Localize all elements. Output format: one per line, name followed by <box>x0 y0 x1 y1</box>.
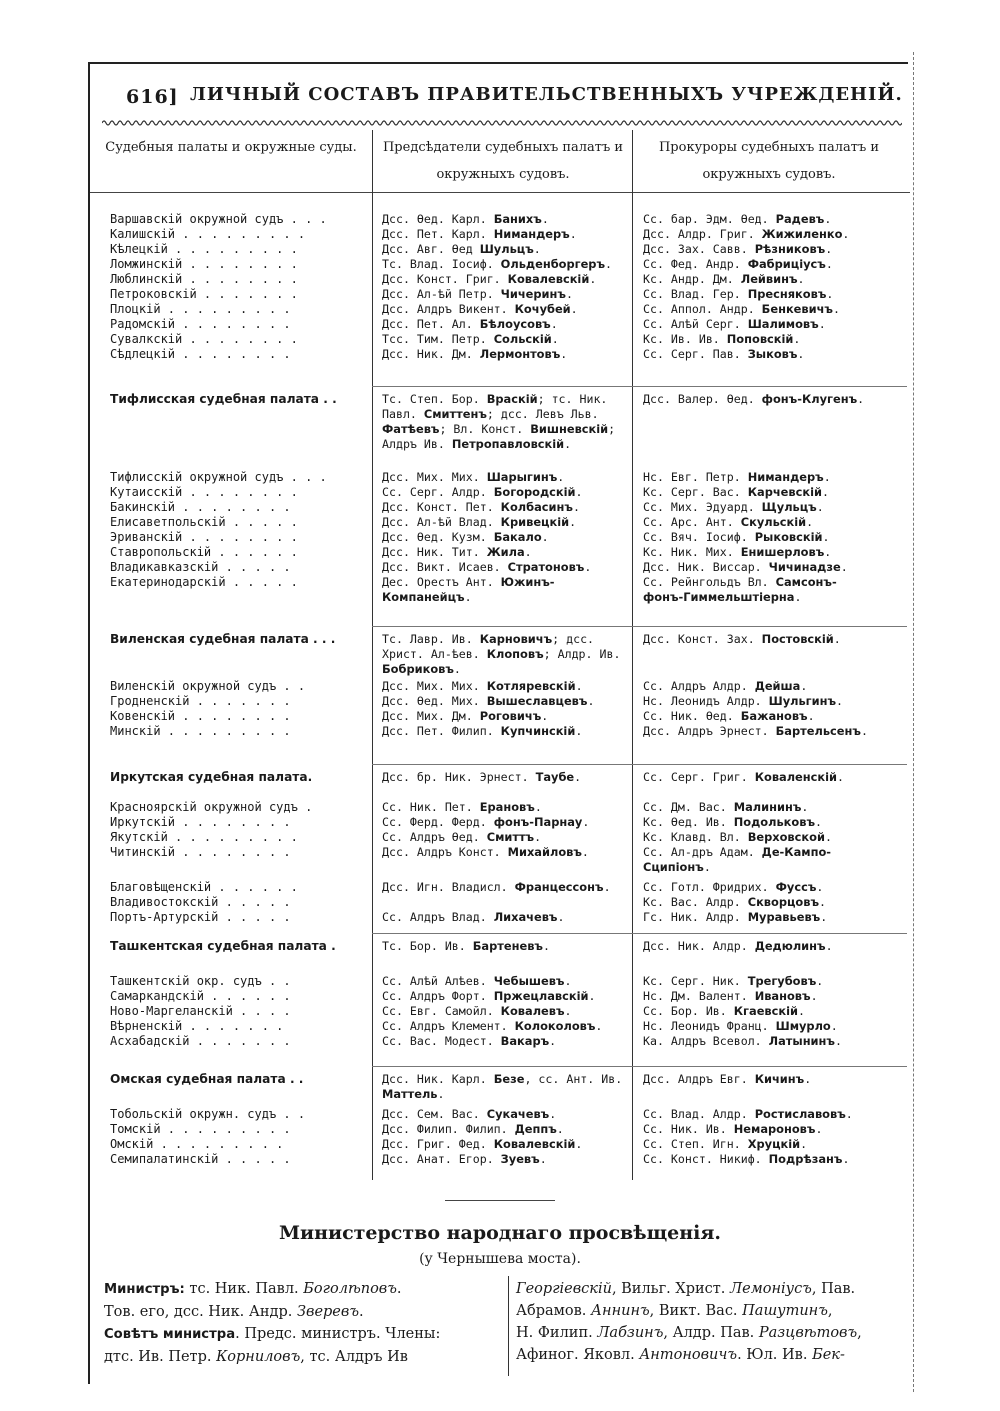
prosecutor-entry: Сс. Аппол. Андр. Бенкевичъ. <box>643 302 840 316</box>
president-entry: Дсс. Ѳед. Кузм. Бакало. <box>382 530 549 544</box>
prosecutor-entry: Сс. Рейнгольдъ Вл. Самсонъ-фонъ-Гиммельштіерна. <box>643 575 837 604</box>
court-name: Гродненскій . . . . . . . <box>110 694 291 708</box>
ministry-line: Совѣтъ министра. Предс. министръ. Члены: <box>104 1326 441 1342</box>
court-name: Сувалкскій . . . . . . . . <box>110 332 298 346</box>
prosecutor-entry: Сс. Серг. Григ. Коваленскій. <box>643 770 845 784</box>
prosecutor-entry: Сс. Бор. Ив. Кгаевскій. <box>643 1004 805 1018</box>
prosecutor-entry: Сс. Вяч. Іосиф. Рыковскій. <box>643 530 830 544</box>
court-name: Эриванскій . . . . . . . . <box>110 530 298 544</box>
court-name: Ново-Маргеланскій . . . . <box>110 1004 291 1018</box>
president-entry: Тс. Степ. Бор. Враскій; тс. Ник. Павл. Смиттенъ; дсс. Левъ Льв. Фатѣевъ; Вл. Конст. Вишневскій; Алдръ Ив. Петропавловскій. <box>382 392 616 451</box>
prosecutor-entry: Кс. Ив. Ив. Поповскій. <box>643 332 801 346</box>
president-entry: Сс. Алдръ Влад. Лихачевъ. <box>382 910 565 924</box>
court-name: Сѣдлецкій . . . . . . . . <box>110 347 291 361</box>
prosecutor-entry: Нс. Леонидъ Франц. Шмурло. <box>643 1019 838 1033</box>
court-name: Ставропольскій . . . . . . <box>110 545 298 559</box>
president-entry: Дсс. Ал-ѣй Петр. Чичеринъ. <box>382 287 573 301</box>
president-entry: Дсс. Ник. Тит. Жила. <box>382 545 532 559</box>
president-entry: Сс. Серг. Алдр. Богородскій. <box>382 485 583 499</box>
president-entry: Дсс. Пет. Филип. Купчинскій. <box>382 724 583 738</box>
court-name: Плоцкій . . . . . . . . . <box>110 302 291 316</box>
president-entry: Тсс. Тим. Петр. Сольскій. <box>382 332 559 346</box>
court-name: Ломжинскій . . . . . . . . <box>110 257 298 271</box>
section-rule <box>372 933 907 934</box>
prosecutor-entry: Кс. Андр. Дм. Лейвинъ. <box>643 272 805 286</box>
court-name: Портъ-Артурскій . . . . . <box>110 910 291 924</box>
president-entry: Дсс. Ник. Дм. Лермонтовъ. <box>382 347 568 361</box>
prosecutor-entry: Сс. Арс. Ант. Скульскій. <box>643 515 814 529</box>
president-entry: Дсс. Алдръ Викент. Кочубей. <box>382 302 578 316</box>
column-divider <box>632 130 633 1180</box>
section-rule <box>372 626 907 627</box>
court-name: Вѣрненскій . . . . . . . <box>110 1019 284 1033</box>
president-entry: Сс. Алѣй Алѣев. Чебышевъ. <box>382 974 572 988</box>
president-entry: Дсс. Ѳед. Карл. Банихъ. <box>382 212 549 226</box>
section-rule <box>372 764 907 765</box>
prosecutor-entry: Сс. Конст. Никиф. Подрѣзанъ. <box>643 1152 850 1166</box>
prosecutor-entry: Дсс. Алдр. Григ. Жижиленко. <box>643 227 850 241</box>
prosecutor-entry: Дсс. Алдръ Эрнест. Бартельсенъ. <box>643 724 868 738</box>
court-name: Елисаветпольскій . . . . . <box>110 515 298 529</box>
prosecutor-entry: Дсс. Ник. Алдр. Дедюлинъ. <box>643 939 833 953</box>
president-entry: Дсс. Ѳед. Мих. Вышеславцевъ. <box>382 694 595 708</box>
president-entry: Дес. Орестъ Ант. Южинъ-Компанейцъ. <box>382 575 555 604</box>
prosecutor-entry: Сс. Серг. Пав. Зыковъ. <box>643 347 805 361</box>
column-divider <box>372 130 373 1180</box>
court-name: Тифлисскій окружной судъ . . . <box>110 470 327 484</box>
court-name: Варшавскій окружной судъ . . . <box>110 212 327 226</box>
ministry-line: Министръ: тс. Ник. Павл. Боголѣповъ. <box>104 1281 402 1297</box>
ministry-left-column <box>104 1278 440 1368</box>
president-entry: Сс. Алдръ Ѳед. Смиттъ. <box>382 830 542 844</box>
prosecutor-entry: Ка. Алдръ Всевол. Латынинъ. <box>643 1034 842 1048</box>
court-name: Якутскій . . . . . . . . . <box>110 830 298 844</box>
president-entry: Дсс. Пет. Ал. Бѣлоусовъ. <box>382 317 558 331</box>
president-entry: Дсс. Филип. Филип. Деппъ. <box>382 1122 564 1136</box>
prosecutor-entry: Дсс. Алдръ Евг. Кичинъ. <box>643 1072 812 1086</box>
court-name: Кѣлецкій . . . . . . . . . <box>110 242 298 256</box>
prosecutor-entry: Сс. Алѣй Серг. Шалимовъ. <box>643 317 826 331</box>
prosecutor-entry: Кс. Клавд. Вл. Верховской. <box>643 830 832 844</box>
court-name: Кутаисскій . . . . . . . . <box>110 485 298 499</box>
prosecutor-entry: Сс. бар. Эдм. Ѳед. Радевъ. <box>643 212 832 226</box>
prosecutor-entry: Сс. Влад. Гер. Пресняковъ. <box>643 287 834 301</box>
column-header-prosecutors: Прокуроры судебныхъ палатъ и окружныхъ судовъ. <box>658 140 880 182</box>
court-name: Тобольскій окружн. судъ . . <box>110 1107 306 1121</box>
president-entry: Сс. Алдръ Клемент. Колоколовъ. <box>382 1019 603 1033</box>
page-number: 616] <box>126 86 179 108</box>
column-header-presidents: Предсѣдатели судебныхъ палатъ и окружныхъ судовъ. <box>382 140 624 182</box>
president-entry: Тс. Влад. Іосиф. Ольденборгеръ. <box>382 257 613 271</box>
prosecutor-entry: Кс. Ѳед. Ив. Подольковъ. <box>643 815 822 829</box>
ministry-line: Н. Филип. Лабзинъ, Алдр. Пав. Разцвѣтовъ, <box>516 1325 862 1341</box>
prosecutor-entry: Сс. Готл. Фридрих. Фуссъ. <box>643 880 824 894</box>
ministry-line: Абрамов. Аннинъ, Викт. Вас. Пашутинъ, <box>516 1303 833 1319</box>
prosecutor-entry: Сс. Степ. Игн. Хруцкій. <box>643 1137 808 1151</box>
president-entry: Сс. Ферд. Ферд. фонъ-Парнау. <box>382 815 590 829</box>
prosecutor-entry: Сс. Ник. Ив. Немароновъ. <box>643 1122 823 1136</box>
president-entry: Дсс. Мих. Мих. Котляревскій. <box>382 679 583 693</box>
court-name: Омскій . . . . . . . . . <box>110 1137 284 1151</box>
court-name: Самаркандскій . . . . . . <box>110 989 291 1003</box>
prosecutor-entry: Кс. Серг. Ник. Трегубовъ. <box>643 974 824 988</box>
prosecutor-entry: Нс. Дм. Валент. Ивановъ. <box>643 989 818 1003</box>
court-name: Радомскій . . . . . . . . <box>110 317 291 331</box>
ministry-address: (у Чернышева моста). <box>419 1251 581 1267</box>
page <box>88 62 908 1384</box>
president-entry: Дсс. бр. Ник. Эрнест. Таубе. <box>382 770 582 784</box>
prosecutor-entry: Дсс. Зах. Савв. Рѣзниковъ. <box>643 242 833 256</box>
wavy-rule <box>102 118 902 128</box>
court-name: Семипалатинскій . . . . . <box>110 1152 291 1166</box>
ministry-line: Тов. его, дсс. Ник. Андр. Зверевъ. <box>104 1304 364 1320</box>
prosecutor-entry: Кс. Вас. Алдр. Скворцовъ. <box>643 895 827 909</box>
column-divider <box>508 1276 509 1376</box>
court-name: Ковенскій . . . . . . . . <box>110 709 291 723</box>
prosecutor-entry: Сс. Алдръ Алдр. Дейша. <box>643 679 808 693</box>
president-entry: Дсс. Григ. Фед. Ковалевскій. <box>382 1137 583 1151</box>
chamber-name: Омская судебная палата . . <box>110 1072 304 1086</box>
ministry-line: Афиног. Яковл. Антоновичъ. Юл. Ив. Бек- <box>516 1347 845 1363</box>
chamber-name: Тифлисская судебная палата . . <box>110 392 337 406</box>
president-entry: Дсс. Ал-ѣй Влад. Кривецкій. <box>382 515 577 529</box>
court-name: Петроковскій . . . . . . . <box>110 287 298 301</box>
ministry-right-column <box>516 1278 862 1366</box>
prosecutor-entry: Сс. Дм. Вас. Малининъ. <box>643 800 809 814</box>
president-entry: Дсс. Алдръ Конст. Михайловъ. <box>382 845 589 859</box>
president-entry: Дсс. Сем. Вас. Сукачевъ. <box>382 1107 557 1121</box>
section-separator <box>445 1200 555 1201</box>
court-name: Виленскій окружной судъ . . <box>110 679 306 693</box>
court-name: Калишскій . . . . . . . . . <box>110 227 306 241</box>
court-name: Минскій . . . . . . . . . <box>110 724 291 738</box>
page-title: ЛИЧНЫЙ СОСТАВЪ ПРАВИТЕЛЬСТВЕННЫХЪ УЧРЕЖДЕНІЙ. <box>190 84 903 105</box>
section-rule <box>372 386 907 387</box>
president-entry: Дсс. Авг. Ѳед Шульцъ. <box>382 242 541 256</box>
president-entry: Сс. Вас. Модест. Вакаръ. <box>382 1034 557 1048</box>
president-entry: Тс. Лавр. Ив. Карновичъ; дсс. Христ. Ал-ѣев. Клоповъ; Алдр. Ив. Бобриковъ. <box>382 632 621 676</box>
ministry-title: Министерство народнаго просвѣщенія. <box>278 1222 722 1244</box>
president-entry: Дсс. Игн. Владисл. Францессонъ. <box>382 880 611 894</box>
ministry-line: Георгіевскій, Вильг. Христ. Лемоніусъ, Пав. <box>516 1281 856 1297</box>
column-header-courts: Судебныя палаты и окружные суды. <box>105 140 357 155</box>
court-name: Благовѣщенскій . . . . . . <box>110 880 298 894</box>
president-entry: Дсс. Ник. Карл. Безе, сс. Ант. Ив. Маттель. <box>382 1072 623 1101</box>
prosecutor-entry: Кс. Ник. Мих. Енишерловъ. <box>643 545 832 559</box>
prosecutor-entry: Сс. Мих. Эдуард. Щульцъ. <box>643 500 824 514</box>
president-entry: Дсс. Викт. Исаев. Стратоновъ. <box>382 560 592 574</box>
president-entry: Дсс. Пет. Карл. Нимандеръ. <box>382 227 577 241</box>
chamber-name: Иркутская судебная палата. <box>110 770 313 784</box>
president-entry: Дсс. Мих. Мих. Шарыгинъ. <box>382 470 565 484</box>
prosecutor-entry: Нс. Евг. Петр. Нимандеръ. <box>643 470 831 484</box>
president-entry: Сс. Алдръ Форт. Пржецлавскій. <box>382 989 596 1003</box>
prosecutor-entry: Сс. Ал-дръ Адам. Де-Кампо-Сципіонъ. <box>643 845 832 874</box>
chamber-name: Виленская судебная палата . . . <box>110 632 336 646</box>
court-name: Люблинскій . . . . . . . . <box>110 272 298 286</box>
court-name: Бакинскій . . . . . . . . <box>110 500 291 514</box>
president-entry: Дсс. Конст. Пет. Колбасинъ. <box>382 500 580 514</box>
court-name: Иркутскій . . . . . . . . <box>110 815 291 829</box>
court-name: Читинскій . . . . . . . . <box>110 845 291 859</box>
prosecutor-entry: Гс. Ник. Алдр. Муравьевъ. <box>643 910 828 924</box>
court-name: Владивостокскій . . . . . <box>110 895 291 909</box>
prosecutor-entry: Дсс. Конст. Зах. Постовскій. <box>643 632 841 646</box>
president-entry: Сс. Евг. Самойл. Ковалевъ. <box>382 1004 572 1018</box>
prosecutor-entry: Сс. Влад. Алдр. Ростиславовъ. <box>643 1107 853 1121</box>
court-name: Ташкентскій окр. судъ . . <box>110 974 291 988</box>
ministry-line: дтс. Ив. Петр. Корниловъ, тс. Алдръ Ив <box>104 1349 408 1365</box>
prosecutor-entry: Нс. Леонидъ Алдр. Шульгинъ. <box>643 694 844 708</box>
president-entry: Дсс. Конст. Григ. Ковалевскій. <box>382 272 597 286</box>
court-name: Екатеринодарскій . . . . . <box>110 575 298 589</box>
president-entry: Дсс. Анат. Егор. Зуевъ. <box>382 1152 547 1166</box>
president-entry: Дсс. Мих. Дм. Роговичъ. <box>382 709 549 723</box>
table-header <box>90 130 910 193</box>
president-entry: Сс. Ник. Пет. Ерановъ. <box>382 800 542 814</box>
court-name: Асхабадскій . . . . . . . <box>110 1034 291 1048</box>
section-rule <box>372 1066 907 1067</box>
prosecutor-entry: Сс. Ник. Ѳед. Бажановъ. <box>643 709 815 723</box>
president-entry: Тс. Бор. Ив. Бартеневъ. <box>382 939 550 953</box>
prosecutor-entry: Дсс. Ник. Виссар. Чичинадзе. <box>643 560 848 574</box>
prosecutor-entry: Сс. Фед. Андр. Фабриціусъ. <box>643 257 833 271</box>
chamber-name: Ташкентская судебная палата . <box>110 939 336 953</box>
page-header <box>90 64 910 120</box>
prosecutor-entry: Дсс. Валер. Ѳед. фонъ-Клугенъ. <box>643 392 865 406</box>
court-name: Владикавказскій . . . . . <box>110 560 291 574</box>
court-name: Томскій . . . . . . . . . <box>110 1122 291 1136</box>
prosecutor-entry: Кс. Серг. Вас. Карчевскій. <box>643 485 829 499</box>
court-name: Красноярскій окружной судъ . <box>110 800 313 814</box>
